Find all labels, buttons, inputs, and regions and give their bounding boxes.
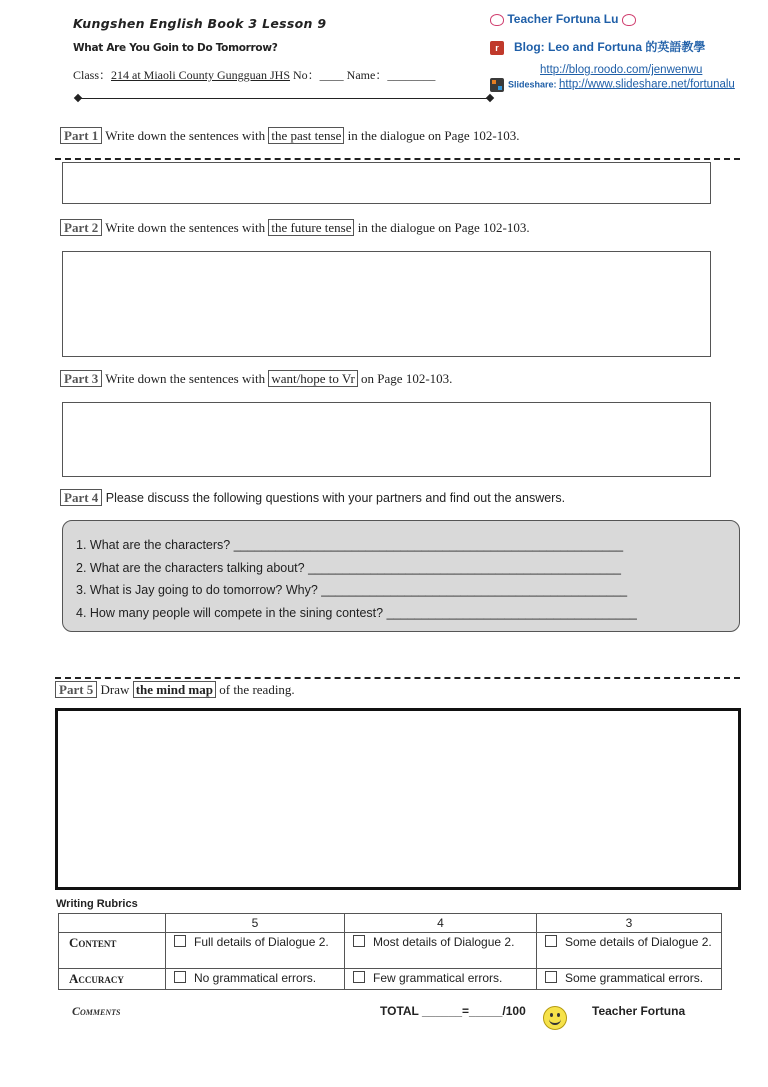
rubrics-row-accuracy [59, 969, 722, 990]
header-divider [78, 98, 490, 99]
rubric-cell [166, 933, 345, 969]
checkbox[interactable] [545, 935, 557, 947]
rubric-content-label: Content [59, 933, 166, 969]
rubric-cell [345, 933, 537, 969]
rubric-criterion: Few grammatical errors. [373, 971, 503, 985]
total-score[interactable]: TOTAL ______=_____/100 [380, 1004, 526, 1018]
slideshare-line [490, 78, 735, 92]
checkbox[interactable] [174, 935, 186, 947]
part2-label: Part 2 [60, 219, 102, 236]
part2-text-pre: Write down the sentences with [102, 220, 269, 235]
part3-keyword: want/hope to Vr [268, 370, 357, 387]
part4-text: Please discuss the following questions with your partners and find out the answers. [102, 491, 566, 505]
part1-text-pre: Write down the sentences with [102, 128, 269, 143]
question-3[interactable]: 3. What is Jay going to do tomorrow? Why? ____________________________________________ [76, 583, 628, 597]
part4-instruction [60, 490, 565, 506]
divider-diamond-left [74, 94, 82, 102]
score-3-header: 3 [537, 914, 722, 933]
question-1[interactable]: 1. What are the characters? ________________________________________________________ [76, 538, 624, 552]
rubric-criterion: Full details of Dialogue 2. [194, 935, 329, 949]
rubrics-header-row [59, 914, 722, 933]
rubric-cell [537, 933, 722, 969]
smiley-icon [543, 1006, 567, 1030]
hello-kitty-icon [490, 14, 504, 26]
teacher-name [490, 12, 636, 26]
checkbox[interactable] [174, 971, 186, 983]
part5-text-pre: Draw [97, 682, 133, 697]
rubric-criterion: No grammatical errors. [194, 971, 317, 985]
checkbox[interactable] [353, 971, 365, 983]
divider-diamond-right [486, 94, 494, 102]
part3-text-pre: Write down the sentences with [102, 371, 269, 386]
rubric-accuracy-label: Accuracy [59, 969, 166, 990]
mind-map-box[interactable] [55, 708, 741, 890]
part5-keyword: the mind map [133, 681, 216, 698]
rubric-cell [345, 969, 537, 990]
part4-label: Part 4 [60, 489, 102, 506]
worksheet-title: Kungshen English Book 3 Lesson 9 [73, 16, 327, 31]
part2-text-post: in the dialogue on Page 102-103. [354, 220, 530, 235]
blog-link[interactable]: http://blog.roodo.com/jenwenwu [540, 64, 703, 76]
rubrics-corner [59, 914, 166, 933]
part1-answer-box[interactable] [62, 162, 711, 204]
blog-line [490, 38, 705, 55]
lesson-subtitle: What Are You Goin to Do Tomorrow? [73, 42, 278, 54]
part5-text-post: of the reading. [215, 682, 295, 697]
part5-instruction [55, 682, 295, 698]
teacher-name-text: Teacher Fortuna Lu [507, 12, 619, 26]
checkbox[interactable] [545, 971, 557, 983]
rubrics-title: Writing Rubrics [56, 898, 138, 910]
part3-text-post: on Page 102-103. [357, 371, 453, 386]
rubric-criterion: Some details of Dialogue 2. [565, 935, 712, 949]
slideshare-label: Slideshare: [508, 79, 560, 90]
rubric-cell [166, 969, 345, 990]
dashed-separator [55, 677, 740, 679]
class-line [73, 66, 435, 83]
rubric-criterion: Most details of Dialogue 2. [373, 935, 515, 949]
roodo-icon: r [490, 41, 504, 55]
hello-kitty-icon [622, 14, 636, 26]
part1-instruction [60, 128, 519, 144]
rubrics-table [58, 913, 722, 990]
question-list [76, 534, 637, 624]
part1-keyword: the past tense [268, 127, 344, 144]
part1-text-post: in the dialogue on Page 102-103. [344, 128, 520, 143]
slideshare-link[interactable]: http://www.slideshare.net/fortunalu [559, 78, 735, 91]
part3-instruction [60, 371, 452, 387]
no-name-fields: No：____ Name：________ [290, 68, 436, 82]
comments-label: Comments [72, 1004, 121, 1018]
blog-title: Blog: Leo and Fortuna 的英語教學 [514, 40, 706, 54]
part5-label: Part 5 [55, 681, 97, 698]
part1-label: Part 1 [60, 127, 102, 144]
class-value: 214 at Miaoli County Gungguan JHS [111, 68, 291, 82]
teacher-signature: Teacher Fortuna [592, 1004, 686, 1018]
part3-answer-box[interactable] [62, 402, 711, 477]
class-label: Class： [73, 68, 112, 82]
question-2[interactable]: 2. What are the characters talking about? _____________________________________________ [76, 560, 621, 575]
part2-instruction [60, 220, 530, 236]
part3-label: Part 3 [60, 370, 102, 387]
score-5-header: 5 [166, 914, 345, 933]
rubrics-row-content [59, 933, 722, 969]
question-4[interactable]: 4. How many people will compete in the sining contest? ____________________________________ [76, 605, 637, 620]
part2-answer-box[interactable] [62, 251, 711, 357]
slideshare-icon [490, 78, 504, 92]
rubric-criterion: Some grammatical errors. [565, 971, 704, 985]
checkbox[interactable] [353, 935, 365, 947]
part2-keyword: the future tense [268, 219, 354, 236]
score-4-header: 4 [345, 914, 537, 933]
rubric-cell [537, 969, 722, 990]
dashed-separator [55, 158, 740, 160]
